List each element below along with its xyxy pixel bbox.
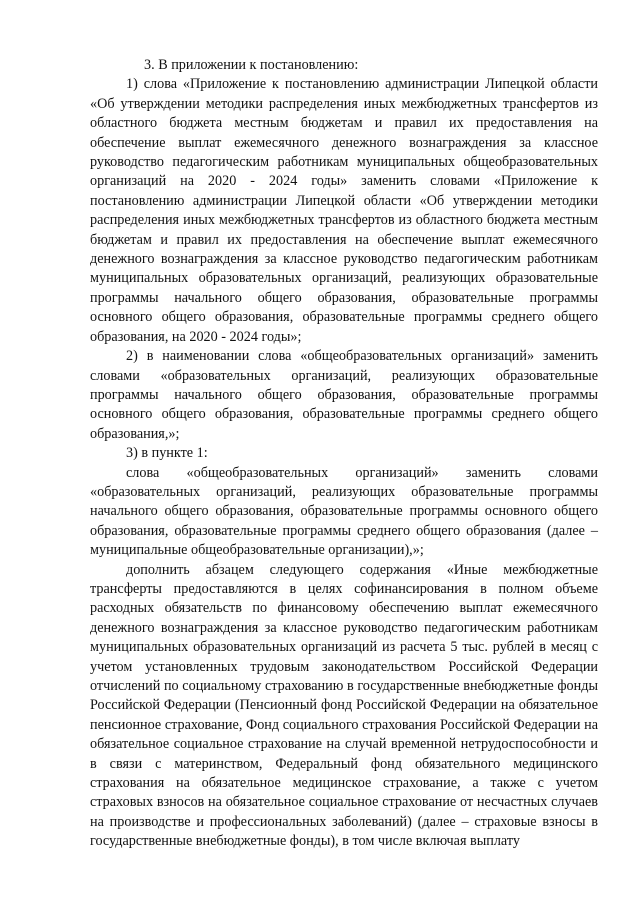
document-page (90, 56, 598, 852)
paragraph-item-3: 3) в пункте 1: (126, 445, 208, 462)
paragraph-add-clause: дополнить абзацем следующего содержания «Иные межбюджетные трансферты предоставляются в целях софинансирования в полном объеме расходных обязательств по финансовому обеспечению выплат ежемесячного денежного вознаграждения за классное руководство педагогическим работникам муниципальных образовательных организаций из расчета 5 тыс. рублей в месяц с учетом установленных трудовым законодательством Российской Федерации отчислений по социальному страхованию в государственные внебюджетные фонды Российской Федерации (Пенсионный фонд Российской Федерации на обязательное пенсионное страхование, Фонд социального страхования Российской Федерации на обязательное социальное страхование на случай временной нетрудоспособности и в связи с материнством, Федеральный фонд обязательного медицинского страхования на обязательное медицинское страхование, а также с учетом страховых взносов на обязательное социальное страхование от несчастных случаев на производстве и профессиональных заболеваний) (далее – страховые взносы в государственные внебюджетные фонды), в том числе включая выплату (90, 561, 598, 850)
paragraph-item-1: 1) слова «Приложение к постановлению администрации Липецкой области «Об утверждении методики распределения иных межбюджетных трансфертов из областного бюджета местным бюджетам и правил их предоставления на обеспечение выплат ежемесячного денежного вознаграждения за классное руководство педагогическим работникам муниципальных общеобразовательных организаций на 2020 - 2024 годы» заменить словами «Приложение к постановлению администрации Липецкой области «Об утверждении методики распределения иных межбюджетных трансфертов из областного бюджета местным бюджетам и правил их предоставления на обеспечение выплат ежемесячного денежного вознаграждения за классное руководство педагогическим работникам муниципальных образовательных организаций, реализующих образовательные программы начального общего образования, образовательные программы основного общего образования, образовательные программы среднего общего образования, на 2020 - 2024 годы»; (90, 76, 598, 345)
section-heading: 3. В приложении к постановлению: (144, 57, 359, 73)
paragraph-item-2: 2) в наименовании слова «общеобразовательных организаций» заменить словами «образовательных организаций, реализующих образовательные программы начального общего образования, образовательные программы основного общего образования, образовательные программы среднего общего образования,»; (90, 348, 598, 442)
paragraph-replace-words: слова «общеобразовательных организаций» заменить словами «образовательных организаций, реализующих образовательные программы начального общего образования, образовательные программы основного общего образования, образовательные программы среднего общего образования (далее – муниципальные общеобразовательные организации),»; (90, 464, 598, 559)
